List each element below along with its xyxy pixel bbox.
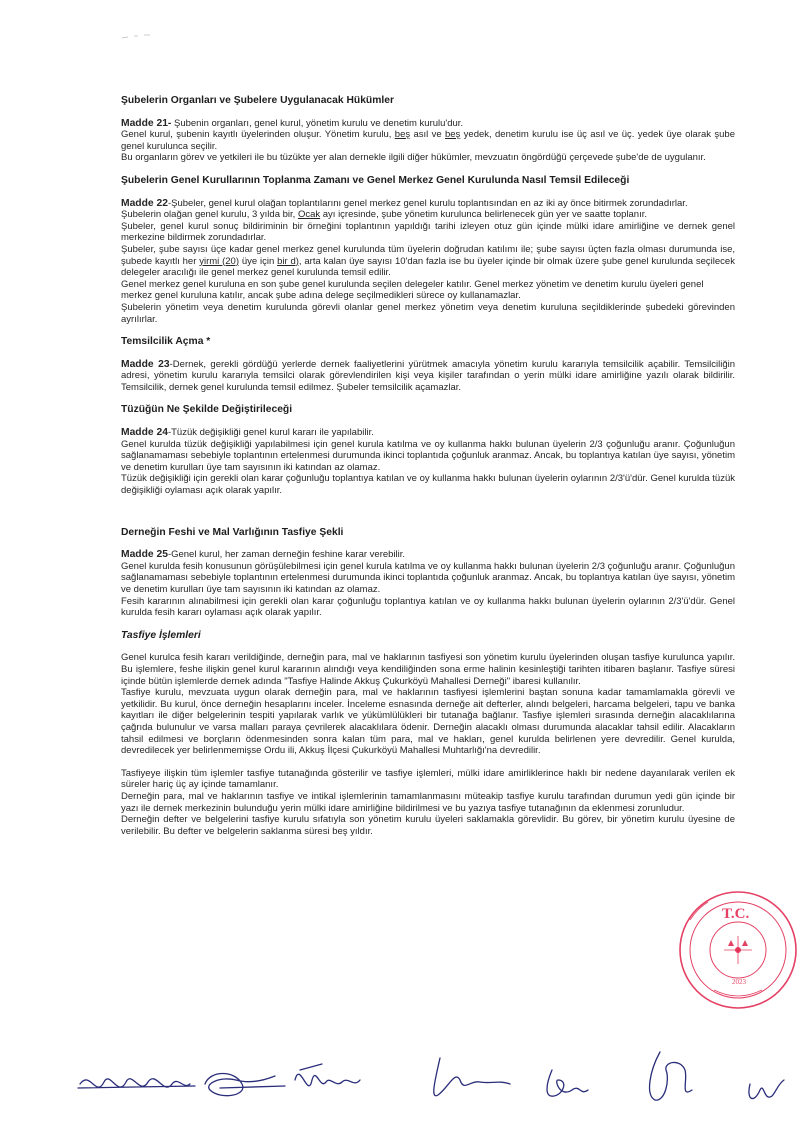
svg-text:2023: 2023 — [732, 978, 746, 986]
signature-2 — [205, 1074, 285, 1096]
paragraph-text: -Dernek, gerekli gördüğü yerlerde dernek faaliyetlerini yürütmek amacıyla yönetim kurulu kararıyla temsilcilik açabilir. Temsilciliğin adresi, yönetim kurulu kararıyla temsilci olarak görevlendirilen kişi veya kişiler tarafından o yerin mülki idare amirliğine yazılı olarak bildirilir. Temsilcilik, dernek genel kurulunda temsil edilmez. Şubeler temsilcilik açamazlar. — [121, 358, 735, 393]
spacer — [121, 757, 735, 768]
svg-text:T.C.: T.C. — [722, 906, 750, 922]
spacer — [121, 416, 735, 427]
spacer — [121, 164, 735, 175]
section-heading: Şubelerin Organları ve Şubelere Uygulanacak Hükümler — [121, 95, 394, 106]
article-label: Madde 24 — [121, 427, 168, 439]
section-heading: Şubelerin Genel Kurullarının Toplanma Zamanı ve Genel Merkez Genel Kurulunda Nasıl Temsil Edileceği — [121, 174, 630, 186]
signature-5 — [547, 1070, 588, 1096]
paragraph — [121, 652, 735, 756]
paragraph — [121, 768, 735, 838]
paragraph — [121, 549, 735, 619]
signature-7 — [749, 1080, 784, 1099]
signature-3 — [295, 1064, 360, 1086]
scan-marks — [120, 30, 170, 42]
paragraph-text: -Tüzük değişikliği genel kurul kararı ile yapılabilir. Genel kurulda tüzük değişikliği yapılabilmesi için genel kurula katılma ve oy kullanma hakkı bulunan üyelerin 2/3 çoğunluğu aranır. Çoğunluğun sağlanamaması sebebiyle toplantının ertelenmesi durumunda ikinci toplantıda çoğunluk aranmaz. Ancak, bu toplantıya katılan üye sayısı, yönetim ve denetim kurulları üye tam sayısının iki katından az olamaz. Tüzük değişikliği için gerekli olan karar çoğunluğu toplantıya katılan ve oy kullanma hakkı bulunan üyelerin oylarının 2/3'ü'dür. Genel kurulda tüzük değişikliği oylaması açık olarak yapılır. — [121, 427, 735, 497]
spacer — [121, 393, 735, 404]
official-seal-icon — [668, 880, 798, 1020]
spacer — [121, 187, 735, 198]
signature-6 — [650, 1052, 692, 1100]
spacer — [121, 107, 735, 118]
paragraph — [121, 359, 735, 394]
paragraph — [121, 427, 735, 497]
paragraph-text: -Genel kurul, her zaman derneğin feshine karar verebilir. Genel kurulda fesih konusunun görüşülebilmesi için genel kurula katılma ve oy kullanma hakkı bulunan üyelerin 2/3 çoğunluğu aranır. Çoğunluğun sağlanamaması sebebiyle toplantının ertelenmesi durumunda ikinci toplantıda çoğunluk aranmaz. Ancak, bu toplantıya katılan üye sayısı, yönetim ve denetim kurulları üye tam sayısının iki katından az olamaz. Fesih kararının alınabilmesi için gerekli olan karar çoğunluğu toplantıya katılan ve oy kullanma hakkı bulunan üyelerin oylarının 2/3'ü'dür. Genel kurulda fesih kararı oylaması açık olarak yapılır. — [121, 549, 735, 619]
signature-area — [60, 1040, 800, 1125]
subsection-heading: Tasfiye İşlemleri — [121, 629, 201, 641]
section-heading: Temsilcilik Açma * — [121, 336, 211, 348]
signature-1 — [78, 1079, 195, 1088]
spacer — [121, 348, 735, 359]
signature-4 — [434, 1058, 510, 1096]
section-heading: Derneğin Feshi ve Mal Varlığının Tasfiye Şekli — [121, 526, 344, 538]
paragraph-text: Genel kurulca fesih kararı verildiğinde, derneğin para, mal ve haklarının tasfiyesi son yönetim kurulu üyelerinden oluşan tasfiye kurulunca yapılır. Bu işlemlere, feshe ilişkin genel kurul kararının alındığı veya kendiliğinden sona erme halinin kesinleştiği tarihten itibaren başlanır. Tasfiye süresi içinde bütün işlemlerde dernek adında "Tasfiye Halinde Akkuş Çukurköyü Mahallesi Derneği" ibaresi kullanılır. Tasfiye kurulu, mevzuata uygun olarak derneğin para, mal ve haklarının tasfiyesi işlemlerini baştan sonuna kadar tamamlamakla görevli ve yetkilidir. Bu kurul, önce derneğin hesaplarını inceler. İnceleme esnasında derneğe ait defterler, alındı belgeleri, harcama belgeleri, tapu ve banka kayıtları ile diğer belgelerinin tespiti yapılarak varlık ve yükümlülükleri bir tutanağa bağlanır. Tasfiye işlemleri sırasında derneğin alacaklılarına çağrıda bulunulur ve varsa malları paraya çevrilerek alacaklılara ödenir. Derneğin alacaklı olması durumunda alacaklar tahsil edilir. Alacakların tahsil edilmesi ve borçların ödenmesinden sonra kalan tüm para, mal ve hakları, genel kurulda belirlenen yere devredilir. Genel kurulda, devredilecek yer belirlenmemişse Ordu ili, Akkuş İlçesi Çukurköyü Mahallesi Muhtarlığı'na devredilir. — [121, 652, 735, 757]
article-label: Madde 22 — [121, 197, 168, 209]
paragraph — [121, 118, 735, 164]
spacer — [121, 325, 735, 336]
document-body — [121, 95, 735, 837]
spacer — [121, 538, 735, 549]
paragraph-text: -Şubeler, genel kurul olağan toplantılarını genel merkez genel kurulu toplantısından en az iki ay önce bitirmek zorundadırlar. Şubelerin olağan genel kurulu, 3 yılda bir, Ocak ayı içresinde, şube yönetim kurulunca belirlenecek gün yer ve saatte toplanır. Şubeler, genel kurul sonuç bildiriminin bir örneğini toplantının yapıldığı tarihi izleyen otuz gün içinde mülki idare amirliğine ve dernek genel merkezine bildirmek zorundadırlar. Şubeler, şube sayısı üçe kadar genel merkez genel kurulunda tüm üyelerin doğrudan katılımı ile; şube sayısı üçten fazla olması durumunda ise, şubede kayıtlı her yirmi (20) üye için bir d), arta kalan üye sayısı 10'dan fazla ise bu üyeler içinde bir olmak üzere şube genel kurulunda seçilecek delegeler aracılığı ile genel merkez genel kurulunda temsil edilir. Genel merkez genel kuruluna en son şube genel kurulunda seçilen delegeler katılır. Genel merkez yönetim ve denetim kurulu üyeleri genel merkez genel kuruluna katılır, ancak şube adına delege seçilmedikleri sürece oy kullanamazlar. Şubelerin yönetim veya denetim kurulunda görevli olanlar genel merkez yönetim veya denetim kuruluna seçildiklerinde şubedeki görevinden ayrılırlar. — [121, 197, 735, 325]
article-label: Madde 23 — [121, 358, 170, 370]
spacer — [121, 619, 735, 630]
paragraph-text: Tasfiyeye ilişkin tüm işlemler tasfiye tutanağında gösterilir ve tasfiye işlemleri, mülki idare amirliklerince haklı bir nedene dayanılarak verilen ek süreler hariç üç ay içinde tamamlanır. Derneğin para, mal ve haklarının tasfiye ve intikal işlemlerinin tamamlanmasını müteakip tasfiye kurulu tarafından durumun yedi gün içinde bir yazı ile dernek merkezinin bulunduğu yerin mülki idare amirliğine bildirilmesi ve bu yazıya tasfiye tutanağının da eklenmesi zorunludur. Derneğin defter ve belgelerini tasfiye kurulu sıfatıyla son yönetim kurulu üyeleri saklamakla görevlidir. Bu görev, bir yönetim kurulu üyesine de verilebilir. Bu defter ve belgelerin saklanma süresi beş yıldır. — [121, 767, 735, 837]
spacer — [121, 641, 735, 652]
paragraph — [121, 198, 735, 326]
article-label: Madde 21- — [121, 117, 172, 129]
article-label: Madde 25 — [121, 549, 168, 561]
spacer — [121, 497, 735, 527]
section-heading: Tüzüğün Ne Şekilde Değiştirileceği — [121, 404, 293, 416]
paragraph-text: Şubenin organları, genel kurul, yönetim kurulu ve denetim kurulu'dur. Genel kurul, şubenin kayıtlı üyelerinden oluşur. Yönetim kurulu, beş asıl ve beş yedek, denetim kurulu ise üç asıl ve üç. yedek üye olarak şube genel kurulunca seçilir. Bu organların görev ve yetkileri ile bu tüzükte yer alan dernekle ilgili diğer hükümler, mevzuatın öngördüğü çerçevede şube'de de uygulanır. — [121, 117, 735, 164]
